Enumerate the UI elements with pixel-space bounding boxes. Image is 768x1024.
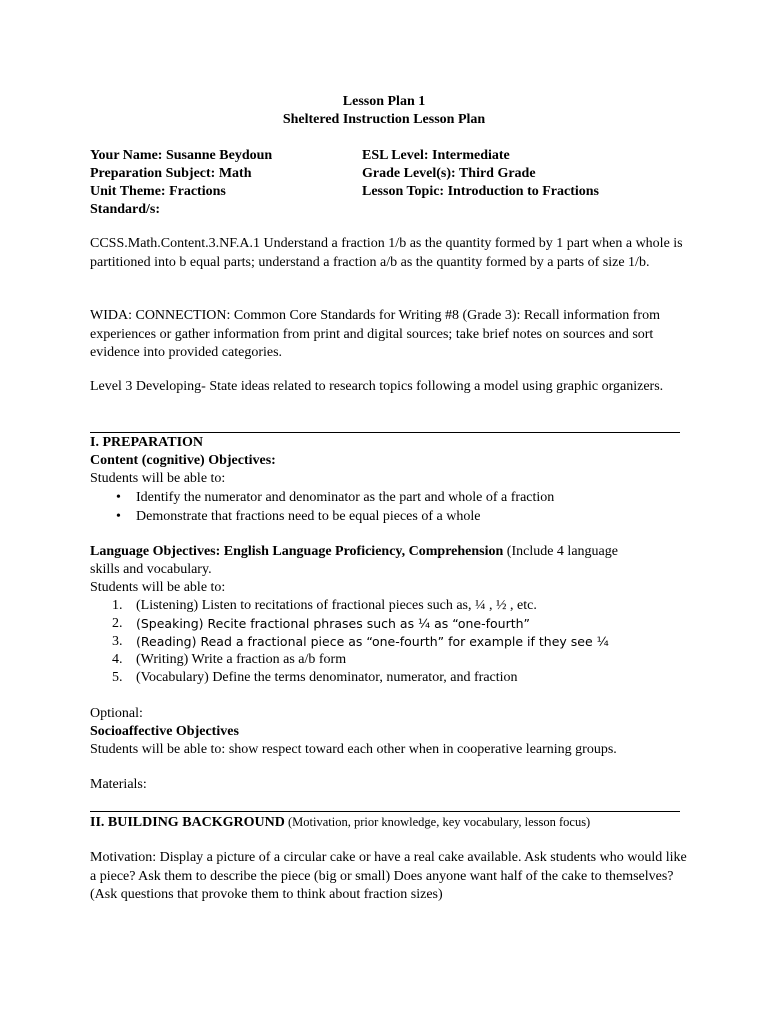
list-item-number: 3.	[112, 634, 123, 649]
grade-levels: Grade Level(s): Third Grade	[362, 166, 536, 181]
level-3-standard: Level 3 Developing- State ideas related to research topics following a model using graphic organizers.	[90, 379, 664, 394]
standards-label: Standard/s:	[90, 202, 161, 217]
students-able-label: Students will be able to:	[90, 471, 226, 486]
language-objective-item: (Speaking) Recite fractional phrases such as ¼ as “one-fourth”	[136, 616, 531, 631]
list-item-number: 1.	[112, 598, 123, 613]
building-background-line	[90, 813, 590, 832]
lesson-plan-subtitle: Sheltered Instruction Lesson Plan	[282, 112, 486, 127]
content-objective-item: Demonstrate that fractions need to be equal pieces of a whole	[136, 509, 481, 524]
language-objective-item: (Reading) Read a fractional piece as “one-fourth” for example if they see ¼	[136, 634, 609, 649]
lesson-plan-title: Lesson Plan 1	[342, 94, 426, 109]
socioaffective-objective: Students will be able to: show respect toward each other when in cooperative learning groups.	[90, 742, 617, 757]
list-item-number: 4.	[112, 652, 123, 667]
bullet-icon: •	[116, 509, 121, 524]
lesson-topic: Lesson Topic: Introduction to Fractions	[362, 184, 599, 199]
language-objectives-note: (Include 4 language	[503, 544, 618, 559]
section-divider	[90, 432, 680, 433]
language-objectives-heading: Language Objectives: English Language Proficiency, Comprehension	[90, 544, 504, 559]
ccss-standard: CCSS.Math.Content.3.NF.A.1 Understand a fraction 1/b as the quantity formed by 1 part when a whole is partitioned into b equal parts; understand a fraction a/b as the quantity formed by a parts of size 1/b.	[90, 236, 683, 270]
students-able-label: Students will be able to:	[90, 580, 226, 595]
list-item-number: 5.	[112, 670, 123, 685]
preparation-heading: I. PREPARATION	[90, 435, 204, 450]
esl-level: ESL Level: Intermediate	[362, 148, 510, 163]
section-divider	[90, 811, 680, 812]
content-objective-item: Identify the numerator and denominator as the part and whole of a fraction	[136, 490, 555, 505]
preparation-subject: Preparation Subject: Math	[90, 166, 252, 181]
bullet-icon: •	[116, 490, 121, 505]
content-objectives-heading: Content (cognitive) Objectives:	[90, 453, 276, 468]
optional-label: Optional:	[90, 706, 143, 721]
language-objectives-line	[90, 543, 618, 561]
unit-theme: Unit Theme: Fractions	[90, 184, 226, 199]
list-item-number: 2.	[112, 616, 123, 631]
language-objectives-note-continued: skills and vocabulary.	[90, 562, 212, 577]
language-objective-item: (Listening) Listen to recitations of fractional pieces such as, ¼ , ½ , etc.	[136, 598, 537, 613]
building-background-heading: II. BUILDING BACKGROUND	[90, 815, 285, 830]
wida-standard: WIDA: CONNECTION: Common Core Standards for Writing #8 (Grade 3): Recall information from experiences or gather information from print and digital sources; take brief notes on sources and sort evidence into provided categories.	[90, 308, 660, 360]
socioaffective-heading: Socioaffective Objectives	[90, 724, 239, 739]
teacher-name: Your Name: Susanne Beydoun	[90, 148, 273, 163]
language-objective-item: (Writing) Write a fraction as a/b form	[136, 652, 347, 667]
building-background-note: (Motivation, prior knowledge, key vocabulary, lesson focus)	[284, 815, 591, 829]
motivation-paragraph: Motivation: Display a picture of a circular cake or have a real cake available. Ask students who would like a piece? Ask them to describe the piece (big or small) Does anyone want half of the cake to themselves? (Ask questions that provoke them to think about fraction sizes)	[90, 850, 687, 902]
language-objective-item: (Vocabulary) Define the terms denominator, numerator, and fraction	[136, 670, 518, 685]
materials-label: Materials:	[90, 777, 147, 792]
